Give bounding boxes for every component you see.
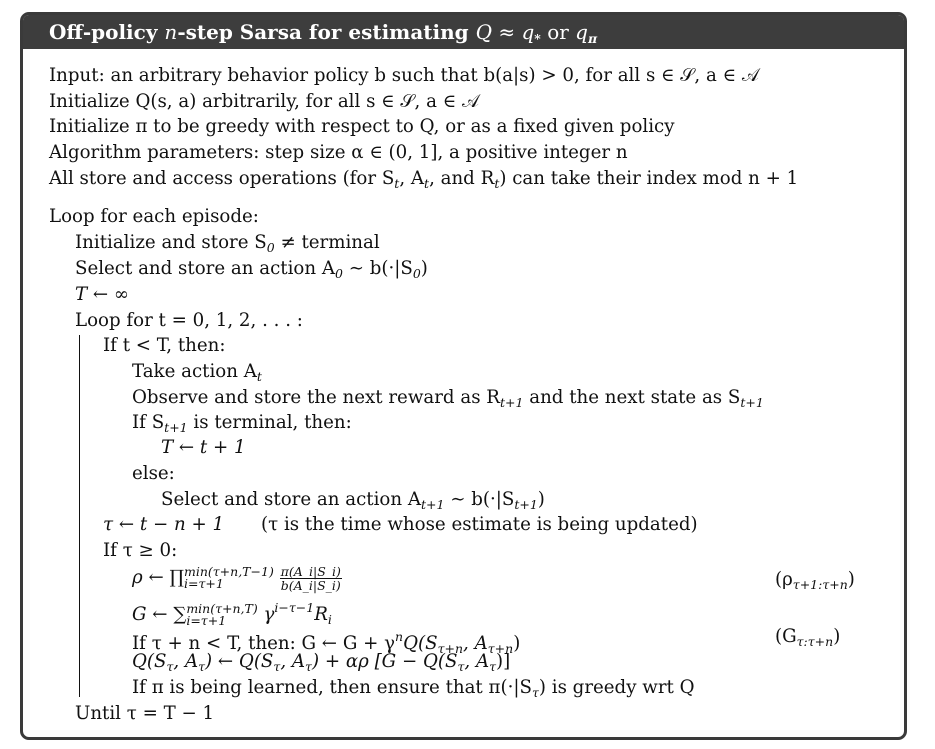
observe-a: Observe and store the next reward as R [132, 387, 501, 408]
if-g-b: Q(S [403, 633, 438, 654]
learn-b: ) is greedy wrt Q [538, 677, 695, 698]
if-g-sub1: τ+n [437, 641, 464, 656]
upd-s2: τ [198, 659, 206, 674]
rho-comment [775, 569, 855, 596]
line-input: Input: an arbitrary behavior policy b such that b(a|s) > 0, for all s ∈ 𝒮, a ∈ 𝒜 [49, 65, 760, 86]
g-comment [775, 626, 840, 653]
g-cmt-sub: τ:τ+n [796, 634, 834, 649]
upd-s1: τ [166, 659, 174, 674]
store-b: , A [399, 168, 425, 189]
upd-s3: τ [273, 659, 281, 674]
title-n: n [164, 20, 178, 44]
line-if-tau: If τ ≥ 0: [103, 540, 178, 561]
title-mid: -step Sarsa for estimating [177, 20, 476, 44]
init-s0-b: ≠ terminal [274, 232, 380, 253]
sel-a0-sub: 0 [334, 266, 343, 281]
line-else: else: [132, 463, 175, 484]
line-select-a0 [75, 258, 428, 285]
line-until: Until τ = T − 1 [75, 703, 215, 724]
observe-sub2: t+1 [740, 395, 764, 410]
line-store [49, 168, 798, 195]
g-cmt-b: ) [833, 626, 841, 647]
rho-upper: min(τ+n,T−1) [183, 564, 274, 579]
g-lhs: G ← ∑ [132, 604, 187, 625]
if-term-b: is terminal, then: [187, 412, 352, 433]
upd-a: Q(S [132, 651, 167, 672]
take-action-a: Take action A [132, 361, 257, 382]
rho-fraction [280, 565, 342, 592]
init-s0-sub: 0 [266, 240, 275, 255]
g-upper: min(τ+n,T) [186, 601, 258, 616]
take-action-sub: t [256, 369, 262, 384]
store-sub1: t [394, 176, 400, 191]
algorithm-title [23, 15, 904, 49]
if-g-sub2: τ+n [487, 641, 514, 656]
upd-b: , A [173, 651, 199, 672]
upd-s6: τ [489, 659, 497, 674]
rho-cmt-a: (ρ [775, 569, 793, 590]
store-sub2: t [424, 176, 430, 191]
if-g-d: ) [513, 633, 521, 654]
learn-sub: τ [531, 685, 539, 700]
line-if-terminal [132, 412, 352, 439]
sel-next-sub2: t+1 [514, 497, 538, 512]
if-g-c: , A [463, 633, 488, 654]
store-d: ) can take their index mod n + 1 [499, 168, 799, 189]
upd-d: , A [280, 651, 306, 672]
rho-num: π(A_i|S_i) [280, 563, 341, 579]
rho-den: b(A_i|S_i) [280, 577, 341, 593]
g-r: R [314, 604, 328, 625]
line-tau-assign: τ ← t − n + 1 [103, 514, 225, 535]
upd-g: )] [496, 651, 511, 672]
if-term-a: If S [132, 412, 165, 433]
line-init-pi: Initialize π to be greedy with respect to Q, or as a fixed given policy [49, 116, 675, 137]
title-q-star-sub: * [534, 31, 541, 46]
line-t-assign: T ← t + 1 [161, 437, 246, 458]
line-rho [132, 563, 342, 593]
line-params: Algorithm parameters: step size α ∈ (0, 1], a positive integer n [49, 142, 628, 163]
rho-cmt-b: ) [847, 569, 855, 590]
learn-a: If π is being learned, then ensure that π(·|S [132, 677, 532, 698]
rho-lower: i=τ+1 [183, 576, 224, 591]
if-term-sub: t+1 [164, 420, 188, 435]
store-sub3: t [494, 176, 500, 191]
title-q-pi: q [575, 20, 588, 44]
line-loop-episode: Loop for each episode: [49, 206, 259, 227]
sel-next-c: ) [537, 489, 545, 510]
g-r-sub: i [327, 612, 332, 627]
observe-b: and the next state as S [523, 387, 741, 408]
upd-c: ) ← Q(S [205, 651, 274, 672]
sel-next-sub: t+1 [420, 497, 445, 512]
upd-s5: τ [457, 659, 465, 674]
line-observe [132, 387, 764, 414]
if-g-a: If τ + n < T, then: G ← G + γ [132, 633, 396, 654]
g-gamma: γ [257, 604, 275, 625]
rho-lhs: ρ ← ∏ [132, 567, 184, 588]
sel-a0-b: ∼ b(·|S [342, 258, 413, 279]
g-exp: i−τ−1 [274, 600, 315, 615]
if-g-exp: n [395, 629, 404, 644]
title-prefix: Off-policy [49, 20, 165, 44]
g-cmt-a: (G [775, 626, 797, 647]
line-take-action [132, 361, 262, 388]
loop-bar [79, 335, 80, 697]
store-a: All store and access operations (for S [49, 168, 395, 189]
upd-e: ) + αρ [G − Q(S [311, 651, 458, 672]
line-if-t-lt-T: If t < T, then: [103, 335, 226, 356]
upd-f: , A [464, 651, 490, 672]
line-loop-t: Loop for t = 0, 1, 2, . . . : [75, 310, 303, 331]
line-init-q: Initialize Q(s, a) arbitrarily, for all s ∈ 𝒮, a ∈ 𝒜 [49, 91, 480, 112]
sel-a0-c: ) [420, 258, 428, 279]
line-if-learned [132, 677, 695, 704]
g-lower: i=τ+1 [186, 613, 227, 628]
sel-a0-sub2: 0 [412, 266, 421, 281]
sel-next-b: ∼ b(·|S [444, 489, 515, 510]
line-t-inf: T ← ∞ [75, 284, 130, 305]
rho-limits [184, 566, 274, 590]
upd-s4: τ [305, 659, 312, 674]
line-update [132, 651, 510, 678]
store-c: , and R [429, 168, 495, 189]
rho-cmt-sub: τ+1:τ+n [792, 577, 848, 592]
sel-next-a: Select and store an action A [161, 489, 421, 510]
init-s0-a: Initialize and store S [75, 232, 267, 253]
title-or: or [540, 20, 576, 44]
title-q-approx: Q ≈ q [475, 20, 535, 44]
sel-a0-a: Select and store an action A [75, 258, 335, 279]
algorithm-box [20, 12, 907, 740]
tau-comment: (τ is the time whose estimate is being updated) [261, 514, 698, 535]
g-limits [186, 603, 257, 627]
title-q-pi-sub: π [587, 31, 598, 46]
line-init-s0 [75, 232, 380, 259]
observe-sub1: t+1 [500, 395, 524, 410]
line-select-next [161, 489, 545, 516]
